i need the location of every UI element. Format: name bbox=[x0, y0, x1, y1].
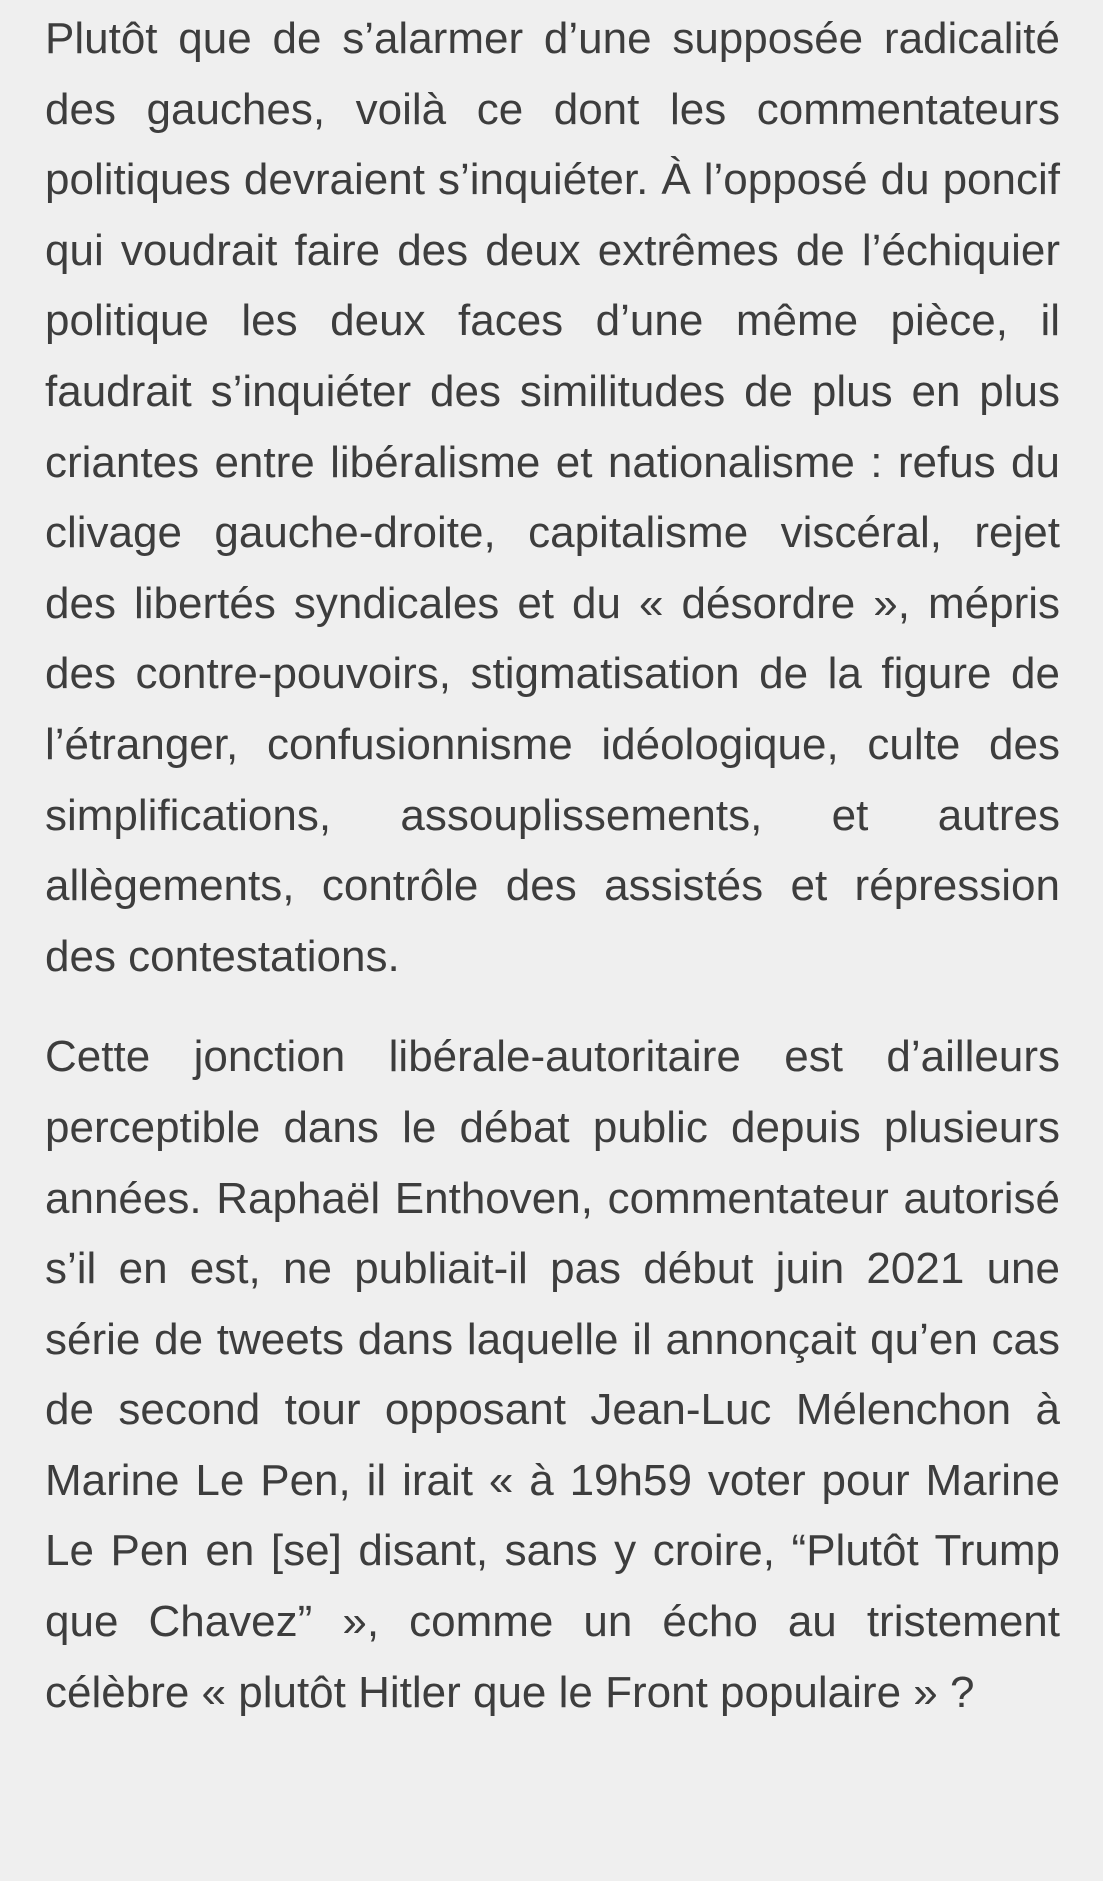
article-paragraph-2: Cette jonction libérale-autoritaire est d’ailleurs perceptible dans le débat public depuis plusieurs années. Raphaël Enthoven, commentateur autorisé s’il en est, ne publiait-il pas début juin 2021 une série de tweets dans laquelle il annonçait qu’en cas de second tour opposant Jean-Luc Mélenchon à Marine Le Pen, il irait « à 19h59 voter pour Marine Le Pen en [se] disant, sans y croire, “Plutôt Trump que Chavez” », comme un écho au tristement célèbre « plutôt Hitler que le Front populaire » ? bbox=[45, 1032, 1060, 1717]
article-paragraph-1: Plutôt que de s’alarmer d’une supposée radicalité des gauches, voilà ce dont les commentateurs politiques devraient s’inquiéter. À l’opposé du poncif qui voudrait faire des deux extrêmes de l’échiquier politique les deux faces d’une même pièce, il faudrait s’inquiéter des similitudes de plus en plus criantes entre libéralisme et nationalisme : refus du clivage gauche-droite, capitalisme viscéral, rejet des libertés syndicales et du « désordre », mépris des contre-pouvoirs, stigmatisation de la figure de l’étranger, confusionnisme idéologique, culte des simplifications, assouplissements, et autres allègements, contrôle des assistés et répression des contestations. bbox=[45, 14, 1060, 981]
